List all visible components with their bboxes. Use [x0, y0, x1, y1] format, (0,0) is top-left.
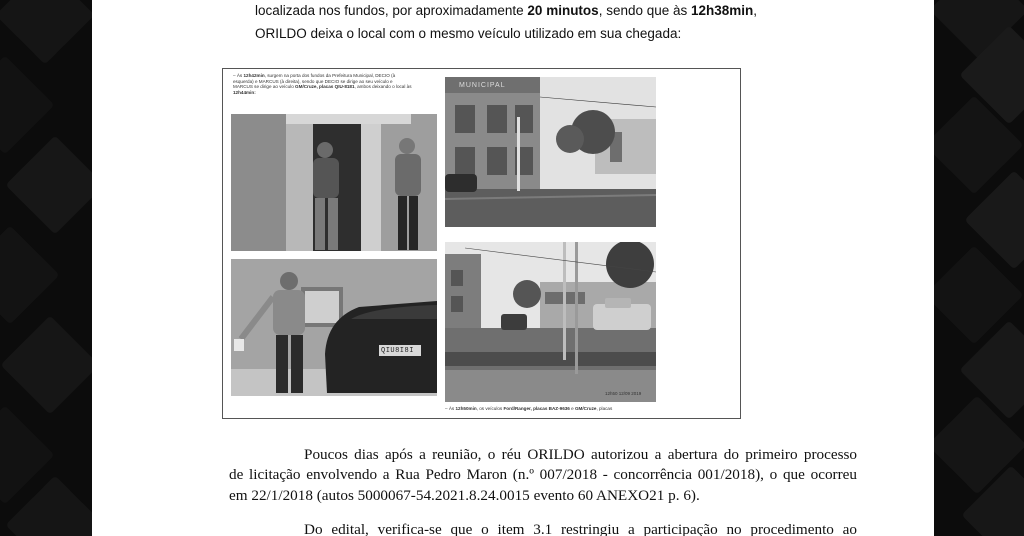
photo-man-walking-to-car-image	[231, 259, 437, 396]
figure-caption-top: – Às 12h42min, surgem na porta dos fundos da Prefeitura Municipal, DECIO (à esquerda) e MARCUS (à direita), sendo que DECIO se dirige ao seu veículo e MARCUS se dirige ao veículo GM/Cruze, placas QIU-8181, ambos deixando o local às 12h44min:	[233, 73, 412, 95]
paragraph-licitacao	[229, 445, 857, 506]
surveillance-photo-figure	[222, 68, 741, 419]
document-page	[92, 0, 934, 536]
paragraph-1-line-2: de licitação envolvendo a Rua Pedro Maron (n.º 007/2018 - concorrência 001/2018), o que ocorreu	[229, 466, 857, 484]
background-right	[934, 0, 1024, 536]
photo-municipal-building	[445, 77, 656, 227]
paragraph-1-line-3: em 22/1/2018 (autos 5000067-54.2021.8.24.0015 evento 60 ANEXO21 p. 6).	[229, 486, 700, 504]
background-left	[0, 0, 92, 536]
building-sign: MUNICIPAL	[459, 82, 506, 89]
intro-line-1: localizada nos fundos, por aproximadamente 20 minutos, sendo que às 12h38min,	[255, 3, 758, 18]
paragraph-1-line-1: Poucos dias após a reunião, o réu ORILDO autorizou a abertura do primeiro processo	[304, 446, 857, 463]
paragraph-edital	[229, 520, 857, 536]
figure-caption-bottom: – Às 12h50min, os veículos Ford/Ranger, placas BAZ-9636 e GM/Cruze, placas	[445, 406, 613, 411]
photo-men-at-back-door-image	[231, 114, 437, 251]
license-plate: QIU8I8I	[381, 347, 414, 355]
paragraph-2-line-1: Do edital, verifica-se que o item 3.1 restringiu a participação no procedimento ao	[304, 521, 857, 536]
photo-men-at-back-door	[231, 114, 437, 251]
photo-man-walking-to-car	[231, 259, 437, 396]
photo-municipal-building-image	[445, 77, 656, 227]
photo-timestamp: 12h50 12/09 2019	[605, 391, 642, 396]
intro-line-2: ORILDO deixa o local com o mesmo veículo utilizado em sua chegada:	[255, 26, 682, 41]
photo-vehicles-on-street-image	[445, 242, 656, 402]
photo-vehicles-on-street	[445, 242, 656, 402]
